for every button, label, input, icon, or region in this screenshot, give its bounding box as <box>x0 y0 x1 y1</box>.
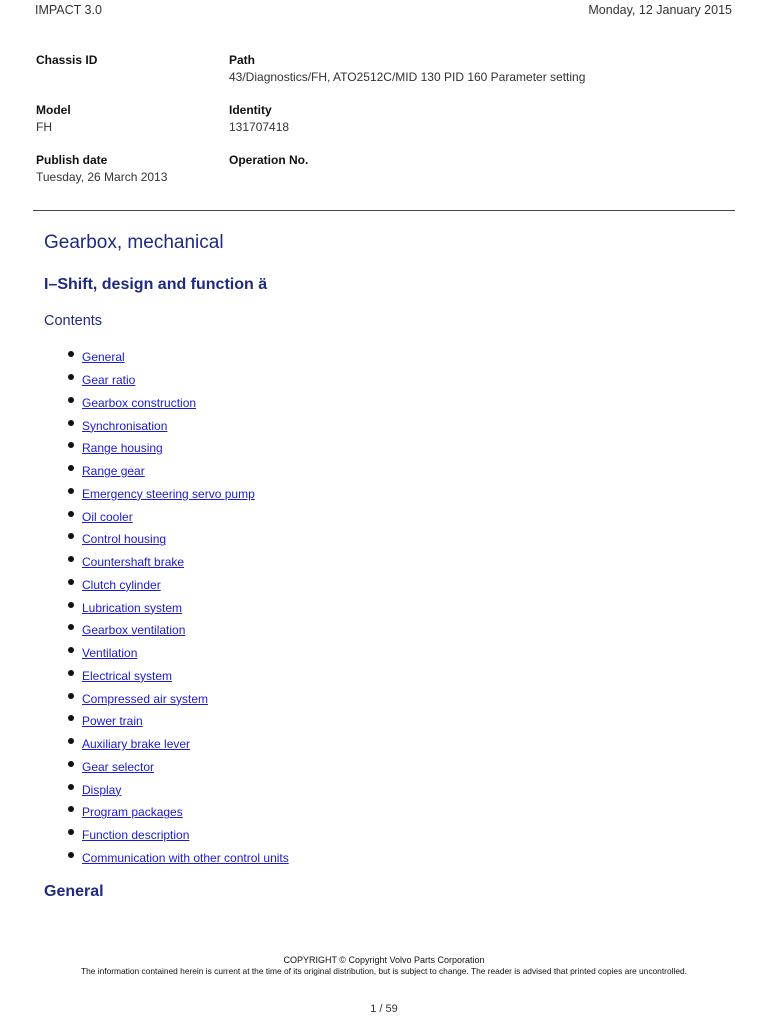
toc-item <box>68 505 289 528</box>
toc-item <box>68 665 289 688</box>
bullet-icon <box>68 556 74 562</box>
model-value: FH <box>36 120 52 134</box>
bullet-icon <box>68 579 74 585</box>
page-header <box>35 3 732 17</box>
section-heading-general: General <box>44 883 104 900</box>
toc-link[interactable]: Lubrication system <box>82 600 183 615</box>
toc-item <box>68 710 289 733</box>
toc-item <box>68 369 289 392</box>
toc-link[interactable]: Emergency steering servo pump <box>82 486 255 501</box>
model-label: Model <box>36 103 71 117</box>
toc-item <box>68 687 289 710</box>
page-number: 1 / 59 <box>370 1003 398 1015</box>
toc-link[interactable]: Program packages <box>82 805 183 820</box>
toc-link[interactable]: Gear ratio <box>82 373 136 388</box>
toc-link[interactable]: Auxiliary brake lever <box>82 737 191 752</box>
toc-link[interactable]: Display <box>82 782 122 797</box>
toc-link[interactable]: Gearbox construction <box>82 395 197 410</box>
toc-item <box>68 619 289 642</box>
toc-link[interactable]: Gearbox ventilation <box>82 623 186 638</box>
chassis-id-value <box>36 69 229 85</box>
identity-value: 131707418 <box>229 120 290 134</box>
bullet-icon <box>68 624 74 630</box>
footer-copyright: COPYRIGHT © Copyright Volvo Parts Corporation <box>283 955 485 965</box>
bullet-icon <box>68 715 74 721</box>
toc-link[interactable]: Control housing <box>82 532 167 547</box>
bullet-icon <box>68 829 74 835</box>
document-title: Gearbox, mechanical <box>44 232 224 253</box>
toc-item <box>68 801 289 824</box>
identity-label: Identity <box>229 103 272 117</box>
toc-item <box>68 756 289 779</box>
toc-item <box>68 551 289 574</box>
toc-link[interactable]: Range gear <box>82 464 145 479</box>
document-metadata <box>36 53 709 185</box>
toc-link[interactable]: Oil cooler <box>82 509 133 524</box>
bullet-icon <box>68 374 74 380</box>
bullet-icon <box>68 761 74 767</box>
toc-link[interactable]: Electrical system <box>82 668 173 683</box>
toc-link[interactable]: Communication with other control units <box>82 850 289 865</box>
identity-field <box>229 103 709 135</box>
toc-link[interactable]: Synchronisation <box>82 418 168 433</box>
document-subtitle: I–Shift, design and function ä <box>44 276 268 293</box>
publish-date-label: Publish date <box>36 153 108 167</box>
toc-item <box>68 483 289 506</box>
toc-item <box>68 346 289 369</box>
chassis-id-label: Chassis ID <box>36 53 98 67</box>
toc-link[interactable]: General <box>82 350 125 365</box>
bullet-icon <box>68 852 74 858</box>
bullet-icon <box>68 602 74 608</box>
toc-item <box>68 824 289 847</box>
toc-link[interactable]: Compressed air system <box>82 691 209 706</box>
bullet-icon <box>68 806 74 812</box>
bullet-icon <box>68 647 74 653</box>
toc-item <box>68 847 289 870</box>
bullet-icon <box>68 693 74 699</box>
bullet-icon <box>68 511 74 517</box>
publish-date-field <box>36 153 229 185</box>
toc-item <box>68 574 289 597</box>
toc-link[interactable]: Range housing <box>82 441 163 456</box>
operation-no-label: Operation No. <box>229 153 309 167</box>
toc-item <box>68 778 289 801</box>
toc-item <box>68 733 289 756</box>
bullet-icon <box>68 397 74 403</box>
toc-item <box>68 392 289 415</box>
bullet-icon <box>68 738 74 744</box>
toc-link[interactable]: Gear selector <box>82 759 155 774</box>
bullet-icon <box>68 465 74 471</box>
model-field <box>36 103 229 135</box>
bullet-icon <box>68 351 74 357</box>
toc-link[interactable]: Power train <box>82 714 143 729</box>
bullet-icon <box>68 442 74 448</box>
contents-heading: Contents <box>44 313 103 329</box>
bullet-icon <box>68 533 74 539</box>
chassis-id-field <box>36 53 229 85</box>
bullet-icon <box>68 670 74 676</box>
bullet-icon <box>68 784 74 790</box>
app-title: IMPACT 3.0 <box>35 3 102 17</box>
path-value: 43/Diagnostics/FH, ATO2512C/MID 130 PID 160 Parameter setting <box>229 70 586 84</box>
toc-link[interactable]: Ventilation <box>82 646 138 661</box>
toc-item <box>68 528 289 551</box>
toc-link[interactable]: Clutch cylinder <box>82 577 161 592</box>
toc-item <box>68 460 289 483</box>
toc-item <box>68 596 289 619</box>
publish-date-value: Tuesday, 26 March 2013 <box>36 170 168 184</box>
path-label: Path <box>229 53 256 67</box>
table-of-contents <box>68 346 289 869</box>
operation-no-field <box>229 153 709 185</box>
header-divider <box>33 210 735 211</box>
toc-link[interactable]: Function description <box>82 828 190 843</box>
toc-link[interactable]: Countershaft brake <box>82 555 185 570</box>
toc-item <box>68 437 289 460</box>
toc-item <box>68 414 289 437</box>
toc-item <box>68 642 289 665</box>
bullet-icon <box>68 488 74 494</box>
footer-disclaimer: The information contained herein is current at the time of its original distribution, but is subject to change. The reader is advised that printed copies are uncontrolled. <box>81 966 687 976</box>
path-field <box>229 53 709 85</box>
operation-no-value <box>229 169 709 185</box>
bullet-icon <box>68 420 74 426</box>
print-date: Monday, 12 January 2015 <box>588 3 732 17</box>
